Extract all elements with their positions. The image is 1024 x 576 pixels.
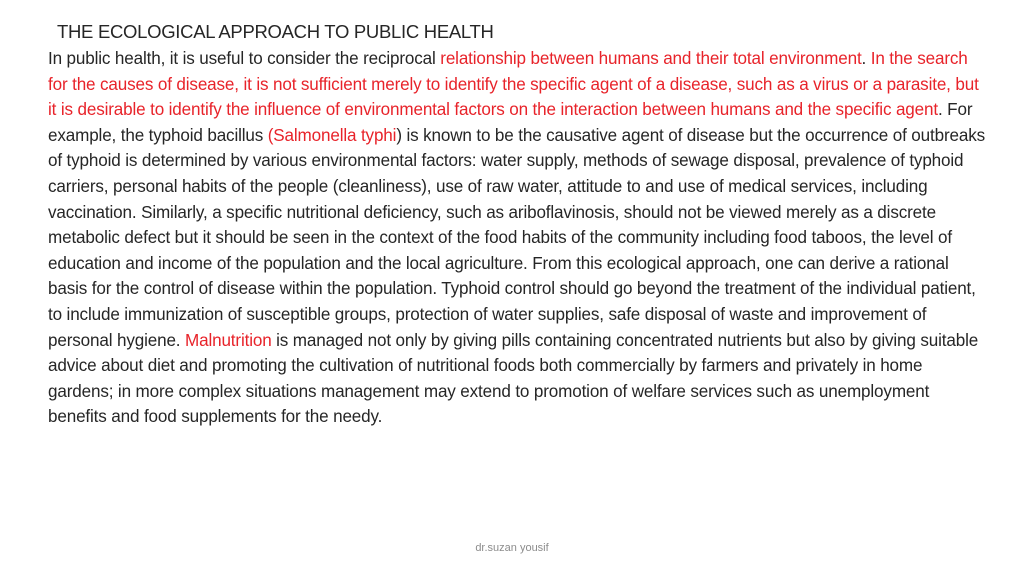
body-paragraph [48,46,986,430]
body-segment: . [861,49,871,68]
body-segment: is managed not only by giving pills containing concentrated nutrients but also by giving suitable advice about diet and promoting the cultivation of nutritional foods both commercially by farmers and privately in home gardens; in more complex situations management may extend to promotion of welfare services such as unemployment benefits and food supplements for the needy. [48,330,979,427]
body-segment-highlight: relationship between humans and their total environment [440,49,862,68]
slide-footer: dr.suzan yousif [475,542,549,554]
body-segment: . For example, the typhoid bacillus [48,100,973,145]
body-segment: ) is known to be the causative agent of disease but the occurrence of outbreaks of typhoid is determined by various environmental factors: water supply, methods of sewage disposal, prevalence of typhoid carriers, personal habits of the people (cleanliness), use of raw water, attitude to and use of medical services, including vaccination. Similarly, a specific nutritional deficiency, such as ariboflavinosis, should not be viewed merely as a discrete metabolic defect but it should be seen in the context of the food habits of the community including food taboos, the level of education and income of the population and the local agriculture. From this ecological approach, one can derive a rational basis for the control of disease within the population. Typhoid control should go beyond the treatment of the individual patient, to include immunization of susceptible groups, protection of water supplies, safe disposal of waste and improvement of personal hygiene. [48,125,986,350]
body-segment-highlight: In the search for the causes of disease, it is not sufficient merely to identify the specific agent of a disease, such as a virus or a parasite, but it is desirable to identify the influence of environmental factors on the interaction between humans and the specific agent [48,49,979,120]
slide-title: THE ECOLOGICAL APPROACH TO PUBLIC HEALTH [57,21,494,42]
body-segment-highlight: Malnutrition [185,330,272,350]
body-segment: In public health, it is useful to consider the reciprocal [48,49,441,68]
body-segment-highlight: (Salmonella typhi [267,125,397,145]
